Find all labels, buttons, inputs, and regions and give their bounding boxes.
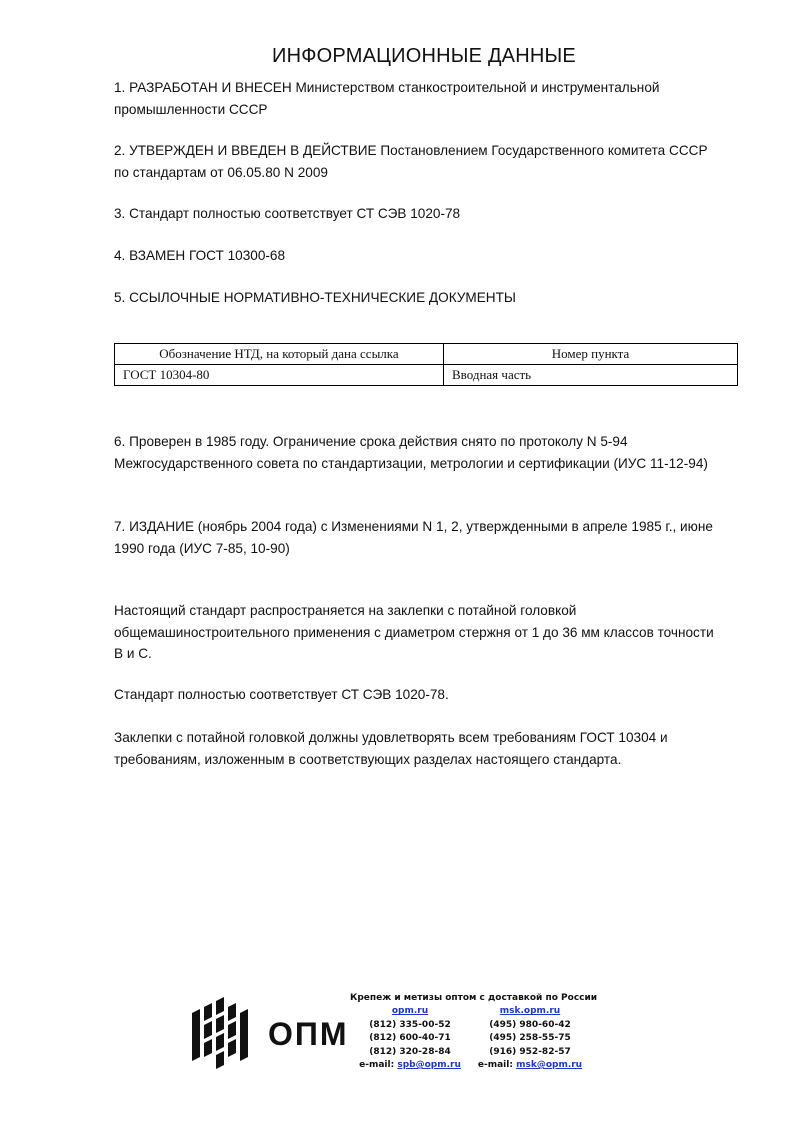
tagline: Крепеж и метизы оптом с доставкой по России	[350, 993, 598, 1003]
table-cell: ГОСТ 10304-80	[115, 365, 444, 386]
opm-logo-icon	[190, 997, 254, 1069]
page-title: ИНФОРМАЦИОННЫЕ ДАННЫЕ	[272, 45, 576, 67]
info-item-5: 5. ССЫЛОЧНЫЕ НОРМАТИВНО-ТЕХНИЧЕСКИЕ ДОКУМЕНТЫ	[114, 290, 516, 305]
contacts-block	[350, 992, 598, 1072]
msk-email-label: e-mail:	[477, 1060, 513, 1071]
info-item-1: 1. РАЗРАБОТАН И ВНЕСЕН Министерством станкостроительной и инструментальной промышленности СССР	[114, 80, 660, 117]
msk-site-link[interactable]: msk.opm.ru	[499, 1006, 561, 1017]
info-item-4: 4. ВЗАМЕН ГОСТ 10300-68	[114, 248, 286, 263]
spb-phone: (812) 600-40-71	[369, 1033, 451, 1044]
table-row	[115, 365, 738, 386]
spb-email-label: e-mail:	[359, 1060, 395, 1071]
table-header-cell: Обозначение НТД, на который дана ссылка	[115, 344, 444, 365]
msk-email-link[interactable]: msk@opm.ru	[516, 1060, 583, 1071]
spb-site-link[interactable]: opm.ru	[391, 1006, 429, 1017]
info-item-6: 6. Проверен в 1985 году. Ограничение срока действия снято по протоколу N 5-94 Межгосударственного совета по стандартизации, метрологии и сертификации (ИУС 11-12-94)	[114, 434, 708, 471]
conformity-paragraph: Стандарт полностью соответствует СТ СЭВ 1020-78.	[114, 687, 449, 702]
spb-email-link[interactable]: spb@opm.ru	[397, 1060, 461, 1071]
spb-phone: (812) 335-00-52	[369, 1019, 451, 1030]
spb-phone: (812) 320-28-84	[369, 1046, 451, 1057]
table-cell: Вводная часть	[444, 365, 738, 386]
footer	[190, 992, 610, 1072]
info-item-7: 7. ИЗДАНИЕ (ноябрь 2004 года) с Изменениями N 1, 2, утвержденными в апреле 1985 г., июне 1990 года (ИУС 7-85, 10-90)	[114, 519, 713, 556]
table-header-row	[115, 344, 738, 365]
opm-logo-text: ОПМ	[268, 1016, 349, 1052]
msk-phone: (916) 952-82-57	[489, 1046, 571, 1057]
info-item-2: 2. УТВЕРЖДЕН И ВВЕДЕН В ДЕЙСТВИЕ Постановлением Государственного комитета СССР по стандартам от 06.05.80 N 2009	[114, 143, 708, 180]
msk-phone: (495) 980-60-42	[489, 1019, 571, 1030]
requirements-paragraph: Заклепки с потайной головкой должны удовлетворять всем требованиям ГОСТ 10304 и требованиям, изложенным в соответствующих разделах настоящего стандарта.	[114, 730, 668, 767]
reference-docs-table	[114, 343, 738, 386]
scope-paragraph: Настоящий стандарт распространяется на заклепки с потайной головкой общемашиностроительного применения с диаметром стержня от 1 до 36 мм классов точности В и С.	[114, 603, 714, 661]
table-header-cell: Номер пункта	[444, 344, 738, 365]
info-item-3: 3. Стандарт полностью соответствует СТ СЭВ 1020-78	[114, 206, 461, 221]
msk-phone: (495) 258-55-75	[489, 1033, 571, 1044]
